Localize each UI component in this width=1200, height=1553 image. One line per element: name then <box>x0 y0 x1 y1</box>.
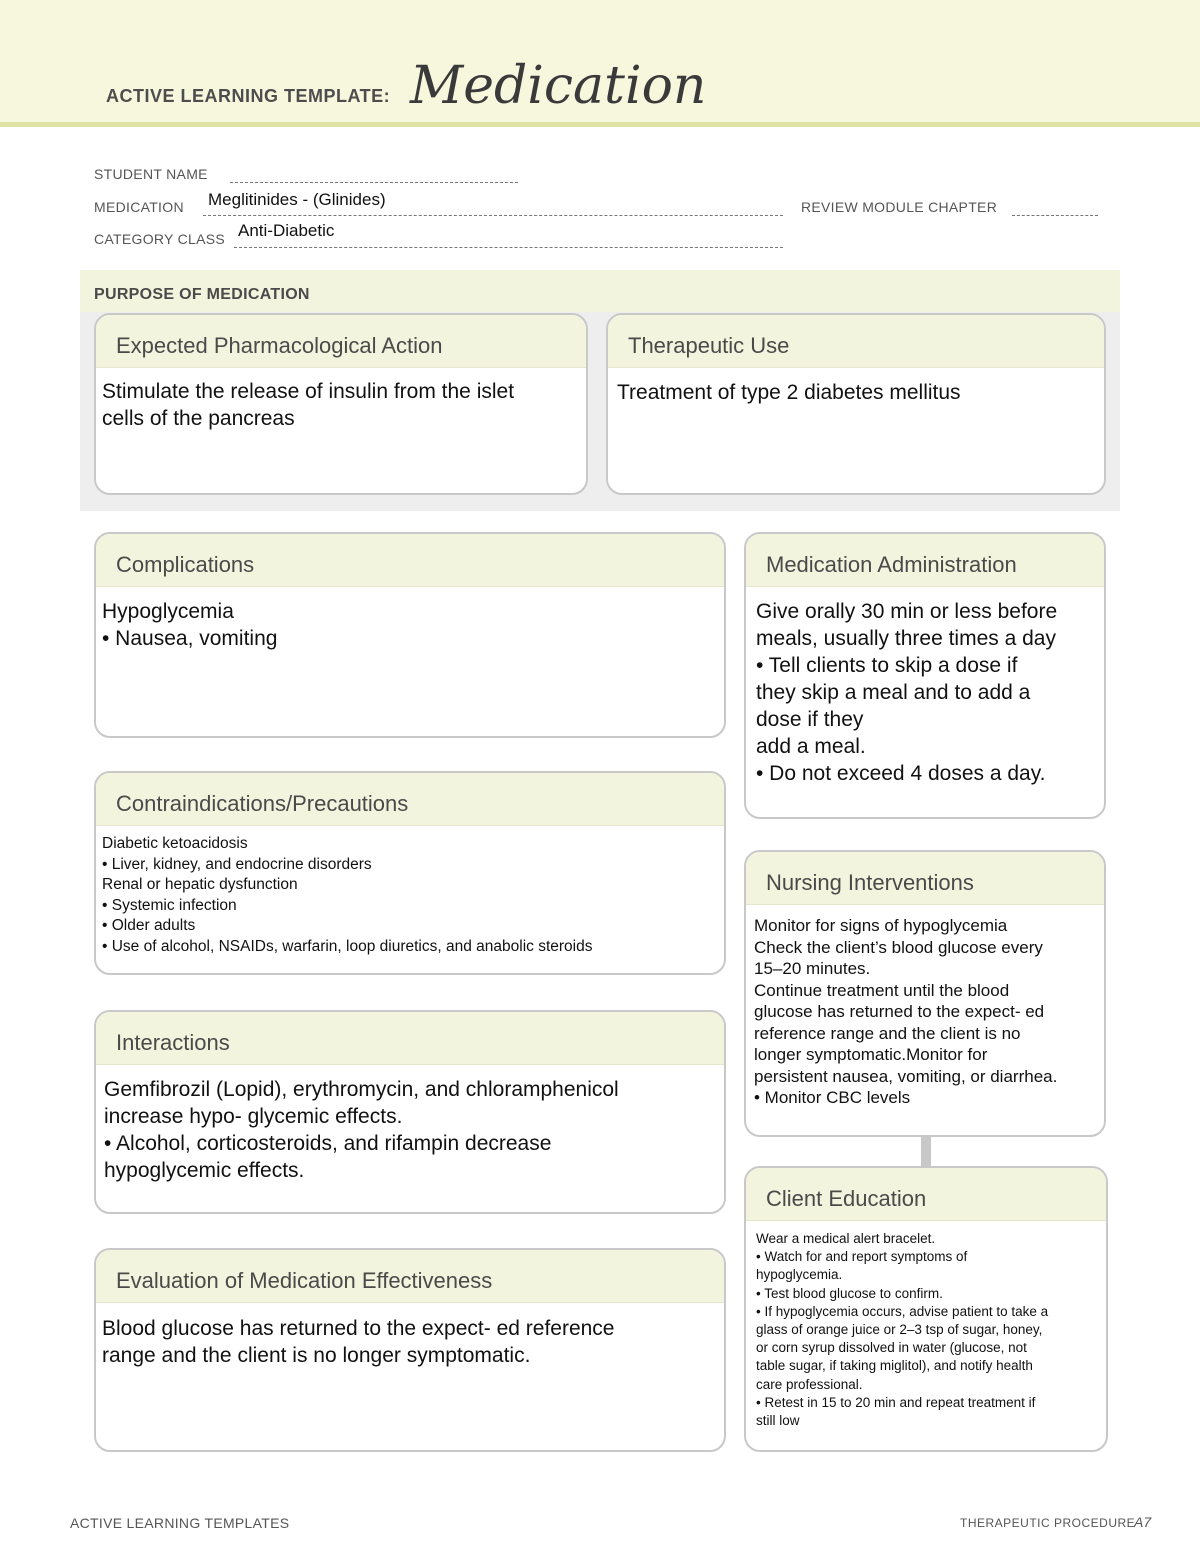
interactions-line: hypoglycemic effects. <box>104 1159 305 1182</box>
category-class-line[interactable] <box>234 247 783 248</box>
complications-line: • Nausea, vomiting <box>102 627 278 650</box>
therapeutic-use-body <box>608 368 1104 406</box>
connector-bar <box>921 1136 931 1166</box>
contraindications-line: • Use of alcohol, NSAIDs, warfarin, loop diuretics, and anabolic steroids <box>102 937 593 955</box>
student-name-line[interactable] <box>230 182 518 183</box>
medication-label: MEDICATION <box>94 199 184 215</box>
therapeutic-use-box <box>606 313 1106 495</box>
nursing-line: reference range and the client is no <box>754 1023 1021 1043</box>
therapeutic-use-line: Treatment of type 2 diabetes mellitus <box>617 381 961 404</box>
header-rule <box>0 122 1200 127</box>
administration-line: • Tell clients to skip a dose if <box>756 654 1018 677</box>
evaluation-box <box>94 1248 726 1452</box>
footer-page-number: A7 <box>1134 1514 1152 1530</box>
footer-left: ACTIVE LEARNING TEMPLATES <box>70 1515 290 1531</box>
nursing-line: • Monitor CBC levels <box>754 1088 911 1107</box>
expected-action-box <box>94 313 588 495</box>
medication-line[interactable] <box>203 215 783 216</box>
nursing-line: Check the client’s blood glucose every <box>754 937 1043 957</box>
education-line: care professional. <box>756 1376 863 1392</box>
administration-box <box>744 532 1106 819</box>
administration-line: they skip a meal and to add a <box>756 681 1031 704</box>
education-line: • Test blood glucose to confirm. <box>756 1285 943 1301</box>
administration-line: add a meal. <box>756 735 866 758</box>
review-module-label: REVIEW MODULE CHAPTER <box>801 199 998 215</box>
medication-value: Meglitinides - (Glinides) <box>208 190 386 209</box>
footer-right: THERAPEUTIC PROCEDURE <box>960 1516 1136 1530</box>
contraindications-box <box>94 771 726 975</box>
education-line: still low <box>756 1413 800 1429</box>
nursing-line: persistent nausea, vomiting, or diarrhea. <box>754 1066 1058 1086</box>
nursing-line: glucose has returned to the expect- ed <box>754 1002 1045 1021</box>
expected-action-body <box>96 368 586 432</box>
nursing-line: Monitor for signs of hypoglycemia <box>754 916 1008 935</box>
purpose-title: PURPOSE OF MEDICATION <box>94 286 310 303</box>
interactions-body <box>96 1065 724 1184</box>
education-line: Wear a medical alert bracelet. <box>756 1231 936 1246</box>
interactions-line: increase hypo- glycemic effects. <box>104 1105 403 1128</box>
review-module-line[interactable] <box>1012 215 1098 216</box>
template-title: Medication <box>410 56 707 116</box>
nursing-line: 15–20 minutes. <box>754 959 871 978</box>
contraindications-body <box>96 826 724 957</box>
interactions-heading: Interactions <box>96 1012 724 1065</box>
education-line: glass of orange juice or 2–3 tsp of sugar, honey, <box>756 1322 1043 1338</box>
education-line: table sugar, if taking miglitol), and notify health <box>756 1358 1033 1374</box>
contraindications-line: • Systemic infection <box>102 896 237 914</box>
nursing-interventions-box <box>744 850 1106 1137</box>
interactions-line: • Alcohol, corticosteroids, and rifampin decrease <box>104 1132 552 1155</box>
nursing-line: Continue treatment until the blood <box>754 980 1010 1000</box>
client-education-box <box>744 1166 1108 1452</box>
education-line: • Watch for and report symptoms of <box>756 1249 968 1265</box>
contraindications-line: Renal or hepatic dysfunction <box>102 876 298 893</box>
therapeutic-use-heading: Therapeutic Use <box>608 315 1104 368</box>
expected-action-line: Stimulate the release of insulin from the islet <box>102 380 515 403</box>
complications-line: Hypoglycemia <box>102 600 234 623</box>
nursing-interventions-body <box>746 905 1104 1109</box>
contraindications-line: • Older adults <box>102 917 196 934</box>
interactions-line: Gemfibrozil (Lopid), erythromycin, and chloramphenicol <box>104 1078 619 1101</box>
education-line: hypoglycemia. <box>756 1267 843 1283</box>
education-line: or corn syrup dissolved in water (glucose, not <box>756 1340 1027 1356</box>
contraindications-line: Diabetic ketoacidosis <box>102 835 248 852</box>
administration-line: meals, usually three times a day <box>756 627 1056 650</box>
complications-body <box>96 587 724 652</box>
client-education-heading: Client Education <box>746 1168 1106 1221</box>
evaluation-line: range and the client is no longer symptomatic. <box>102 1344 531 1367</box>
client-education-body <box>746 1221 1106 1430</box>
administration-line: Give orally 30 min or less before <box>756 600 1058 623</box>
nursing-interventions-heading: Nursing Interventions <box>746 852 1104 905</box>
category-class-value: Anti-Diabetic <box>238 221 335 240</box>
contraindications-line: • Liver, kidney, and endocrine disorders <box>102 855 372 873</box>
evaluation-heading: Evaluation of Medication Effectiveness <box>96 1250 724 1303</box>
interactions-box <box>94 1010 726 1214</box>
education-line: • Retest in 15 to 20 min and repeat treatment if <box>756 1394 1036 1410</box>
template-label: ACTIVE LEARNING TEMPLATE: <box>106 86 391 106</box>
evaluation-body <box>96 1303 724 1369</box>
nursing-line: longer symptomatic.Monitor for <box>754 1045 988 1064</box>
expected-action-line: cells of the pancreas <box>102 407 295 430</box>
education-line: • If hypoglycemia occurs, advise patient to take a <box>756 1303 1049 1319</box>
administration-line: • Do not exceed 4 doses a day. <box>756 762 1046 785</box>
expected-action-heading: Expected Pharmacological Action <box>96 315 586 368</box>
complications-heading: Complications <box>96 534 724 587</box>
evaluation-line: Blood glucose has returned to the expect- ed reference <box>102 1317 615 1340</box>
student-name-label: STUDENT NAME <box>94 166 208 182</box>
administration-heading: Medication Administration <box>746 534 1104 587</box>
administration-body <box>746 587 1104 787</box>
category-class-label: CATEGORY CLASS <box>94 231 226 247</box>
contraindications-heading: Contraindications/Precautions <box>96 773 724 826</box>
administration-line: dose if they <box>756 708 864 731</box>
complications-box <box>94 532 726 738</box>
